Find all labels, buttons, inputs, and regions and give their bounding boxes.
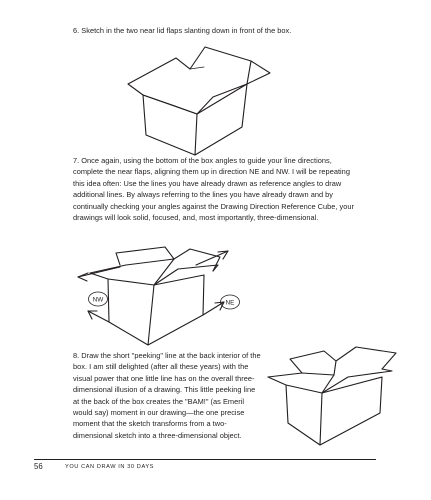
box-sketch-step-8 [264,347,409,447]
box-sketch-step-8-drawing [264,347,409,447]
ne-label: NE [225,299,235,307]
running-title: YOU CAN DRAW IN 30 DAYS [65,463,155,470]
footer-divider [34,459,376,460]
box-sketch-step-7-drawing [78,247,248,347]
step-7-text: 7. Once again, using the bottom of the box angles to guide your line directions, complete the near flaps, aligning them up in direction NE and NW. I will be repeating this idea often: Use the lines you have already drawn as reference angles to draw additional lines. By always referring to the lines you have already drawn and by continually checking your angles against the Drawing Direction Reference Cube, your drawings will look solid, focused, and, most importantly, three-dimensional. [73,156,355,223]
step-6-text: 6. Sketch in the two near lid flaps slanting down in front of the box. [73,26,292,35]
page-number: 56 [34,462,43,471]
box-sketch-step-6 [120,45,280,155]
box-sketch-step-6-drawing [120,45,280,155]
nw-direction-badge [89,292,108,306]
box-sketch-step-7 [78,247,248,347]
nw-label: NW [92,296,104,304]
step-8-text: 8. Draw the short "peeking" line at the back interior of the box. I am still delighted (after all these years) with the visual power that one little line has on the overall three-dimensional illusion of a drawing. This little peeking line at the back of the box creates the "BAM!" (as Emeril would say) moment in our drawing—the one precise moment that the sketch transforms from a two-dimensional sketch into a three-dimensional object. [73,351,261,440]
